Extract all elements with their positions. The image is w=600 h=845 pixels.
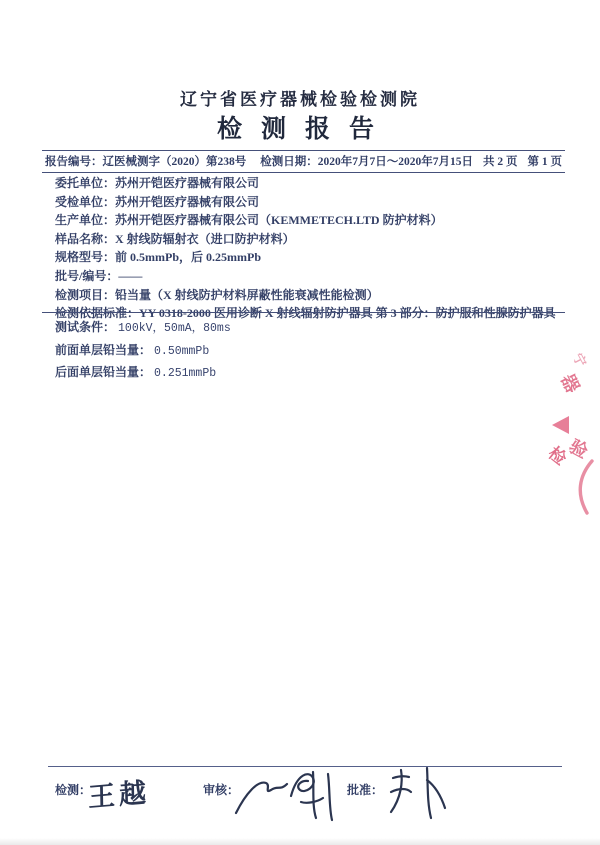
official-seal: [540, 338, 600, 513]
result-row-test-conditions: [55, 317, 535, 340]
seal-char: 检: [544, 443, 570, 469]
divider-above-signatures: [48, 766, 562, 767]
seal-char: 器: [557, 370, 584, 396]
info-value: 苏州开铠医疗器械有限公司: [115, 176, 260, 190]
approver-label: 批准：: [347, 783, 384, 797]
report-title: 检测报告: [216, 116, 393, 143]
info-value: 苏州开铠医疗器械有限公司: [115, 194, 260, 209]
report-no-value: 辽医械测字（2020）第238号: [102, 156, 247, 168]
info-value: X 射线防辐射衣（进口防护材料）: [115, 231, 295, 246]
report-header-bar: [42, 150, 565, 173]
page-number: 第 1 页: [527, 156, 562, 168]
info-row-inspected-unit: [55, 193, 565, 212]
tester-signature: 王越: [87, 777, 151, 813]
info-label: 检测依据标准：: [55, 306, 140, 321]
sample-info-block: [55, 174, 565, 323]
result-label: 前面单层铅当量：: [55, 342, 152, 357]
info-value: YY 0318-2000 医用诊断 X 射线辐射防护器具 第 3 部分：防护服和性腺防护器具: [139, 306, 556, 321]
info-value: ——: [118, 268, 143, 283]
seal-star-tip-icon: [552, 416, 569, 434]
result-value: 0.251mmPb: [154, 367, 217, 381]
info-row-sample-name: [55, 230, 565, 249]
info-label: 检测项目：: [55, 287, 116, 302]
reviewer-signature: [233, 768, 348, 824]
info-row-manufacturer: [55, 211, 565, 230]
seal-char: 验: [565, 435, 592, 462]
report-date-label: 检测日期：: [260, 156, 318, 168]
result-value: 0.50mmPb: [154, 344, 210, 358]
result-label: 后面单层铅当量：: [55, 365, 152, 380]
info-value: 苏州开铠医疗器械有限公司（KEMMETECH.LTD 防护材料）: [115, 213, 443, 228]
info-label: 生产单位：: [55, 213, 116, 228]
seal-ring-arc: [574, 458, 600, 516]
result-row-front-lead-equivalent: [55, 340, 535, 363]
info-value: 铅当量（X 射线防护材料屏蔽性能衰减性能检测）: [115, 287, 379, 302]
result-value: 100kV，50mA，80ms: [118, 322, 231, 335]
info-row-entrust-unit: [55, 174, 565, 193]
scan-bottom-shadow: [0, 838, 600, 845]
org-title: 辽宁省医疗器械检验检测院: [180, 90, 420, 109]
info-label: 批号/编号：: [55, 268, 119, 283]
info-row-spec-model: [55, 248, 565, 267]
info-value: 前 0.5mmPb，后 0.25mmPb: [115, 250, 262, 265]
seal-char: 宁: [569, 350, 590, 370]
reviewer-label: 审核：: [203, 783, 240, 797]
approver-signature: [383, 766, 455, 822]
info-label: 样品名称：: [55, 231, 116, 246]
info-label: 规格型号：: [55, 250, 116, 265]
info-label: 受检单位：: [55, 194, 116, 209]
report-no-label: 报告编号：: [45, 156, 103, 168]
report-date-value: 2020年7月7日～2020年7月15日: [317, 156, 473, 168]
info-row-batch-no: [55, 267, 565, 286]
info-label: 委托单位：: [55, 176, 116, 190]
info-row-test-item: [55, 286, 565, 305]
result-row-back-lead-equivalent: [55, 362, 535, 385]
tester-label: 检测：: [55, 783, 92, 797]
divider-above-results: [42, 312, 565, 313]
result-label: 测试条件：: [55, 320, 116, 334]
test-results-block: [55, 317, 535, 385]
pages-total: 共 2 页: [483, 156, 518, 168]
